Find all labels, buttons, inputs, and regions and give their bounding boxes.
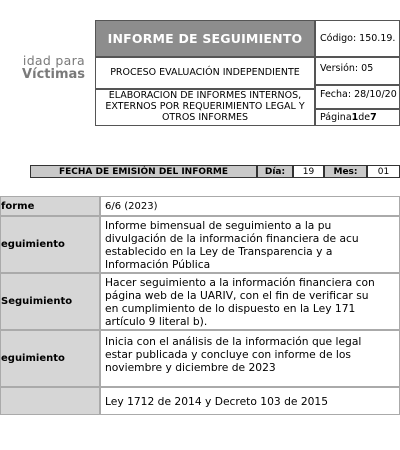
row-line: Inicia con el análisis de la información que legal (105, 335, 362, 348)
row-line: noviembre y diciembre de 2023 (105, 361, 276, 374)
row-line: página web de la UARIV, con el fin de verificar su (105, 289, 369, 302)
emission-date-label: FECHA DE EMISIÓN DEL INFORME (30, 165, 257, 178)
page-total: 7 (370, 112, 377, 123)
row-line: 6/6 (2023) (105, 200, 158, 212)
day-label: Día: (257, 165, 293, 178)
row-line: estar publicada y concluye con informe de los (105, 348, 351, 361)
page-indicator (315, 109, 400, 126)
row-label-text: forme (1, 200, 35, 212)
row-line: Información Pública (105, 258, 211, 271)
process-name: PROCESO EVALUACIÓN INDEPENDIENTE (95, 57, 315, 89)
row-label-text: eguimiento (1, 353, 65, 364)
page-mid: de (358, 112, 371, 123)
row-line: artículo 9 literal b). (105, 315, 208, 328)
document-title: INFORME DE SEGUIMIENTO (95, 20, 315, 57)
row-label (0, 387, 100, 415)
row-value (100, 196, 400, 216)
row-label-text: Seguimiento (1, 296, 73, 307)
row-label (0, 330, 100, 387)
row-label (0, 216, 100, 273)
day-value: 19 (293, 165, 324, 178)
page-prefix: Página (320, 112, 352, 123)
document-version: Versión: 05 (315, 57, 400, 85)
document-code: Código: 150.19. (315, 20, 400, 57)
row-value (100, 216, 400, 273)
procedure-name: ELABORACIÓN DE INFORMES INTERNOS, EXTERNOS POR REQUERIMIENTO LEGAL Y OTROS INFORMES (95, 89, 315, 126)
logo-text-line2: Víctimas (22, 67, 85, 82)
month-value: 01 (367, 165, 400, 178)
page-number: 1 (351, 112, 359, 123)
row-label-text: eguimiento (1, 239, 65, 250)
month-label: Mes: (324, 165, 367, 178)
document-header (0, 20, 400, 126)
row-line: Ley 1712 de 2014 y Decreto 103 de 2015 (105, 395, 329, 408)
row-value (100, 273, 400, 330)
row-value (100, 330, 400, 387)
row-line: Hacer seguimiento a la información financiera con (105, 276, 375, 289)
document-date: Fecha: 28/10/20 (315, 85, 400, 109)
row-line: establecido en la Ley de Transparencia y a (105, 245, 333, 258)
row-label (0, 273, 100, 330)
logo (0, 20, 95, 126)
row-line: en cumplimiento de lo dispuesto en la Ley 171 (105, 302, 356, 315)
row-value (100, 387, 400, 415)
row-line: Informe bimensual de seguimiento a la pu (105, 219, 332, 232)
logo-text-line1: idad para (22, 53, 85, 68)
row-label (0, 196, 100, 216)
row-line: divulgación de la información financiera de acu (105, 232, 359, 245)
